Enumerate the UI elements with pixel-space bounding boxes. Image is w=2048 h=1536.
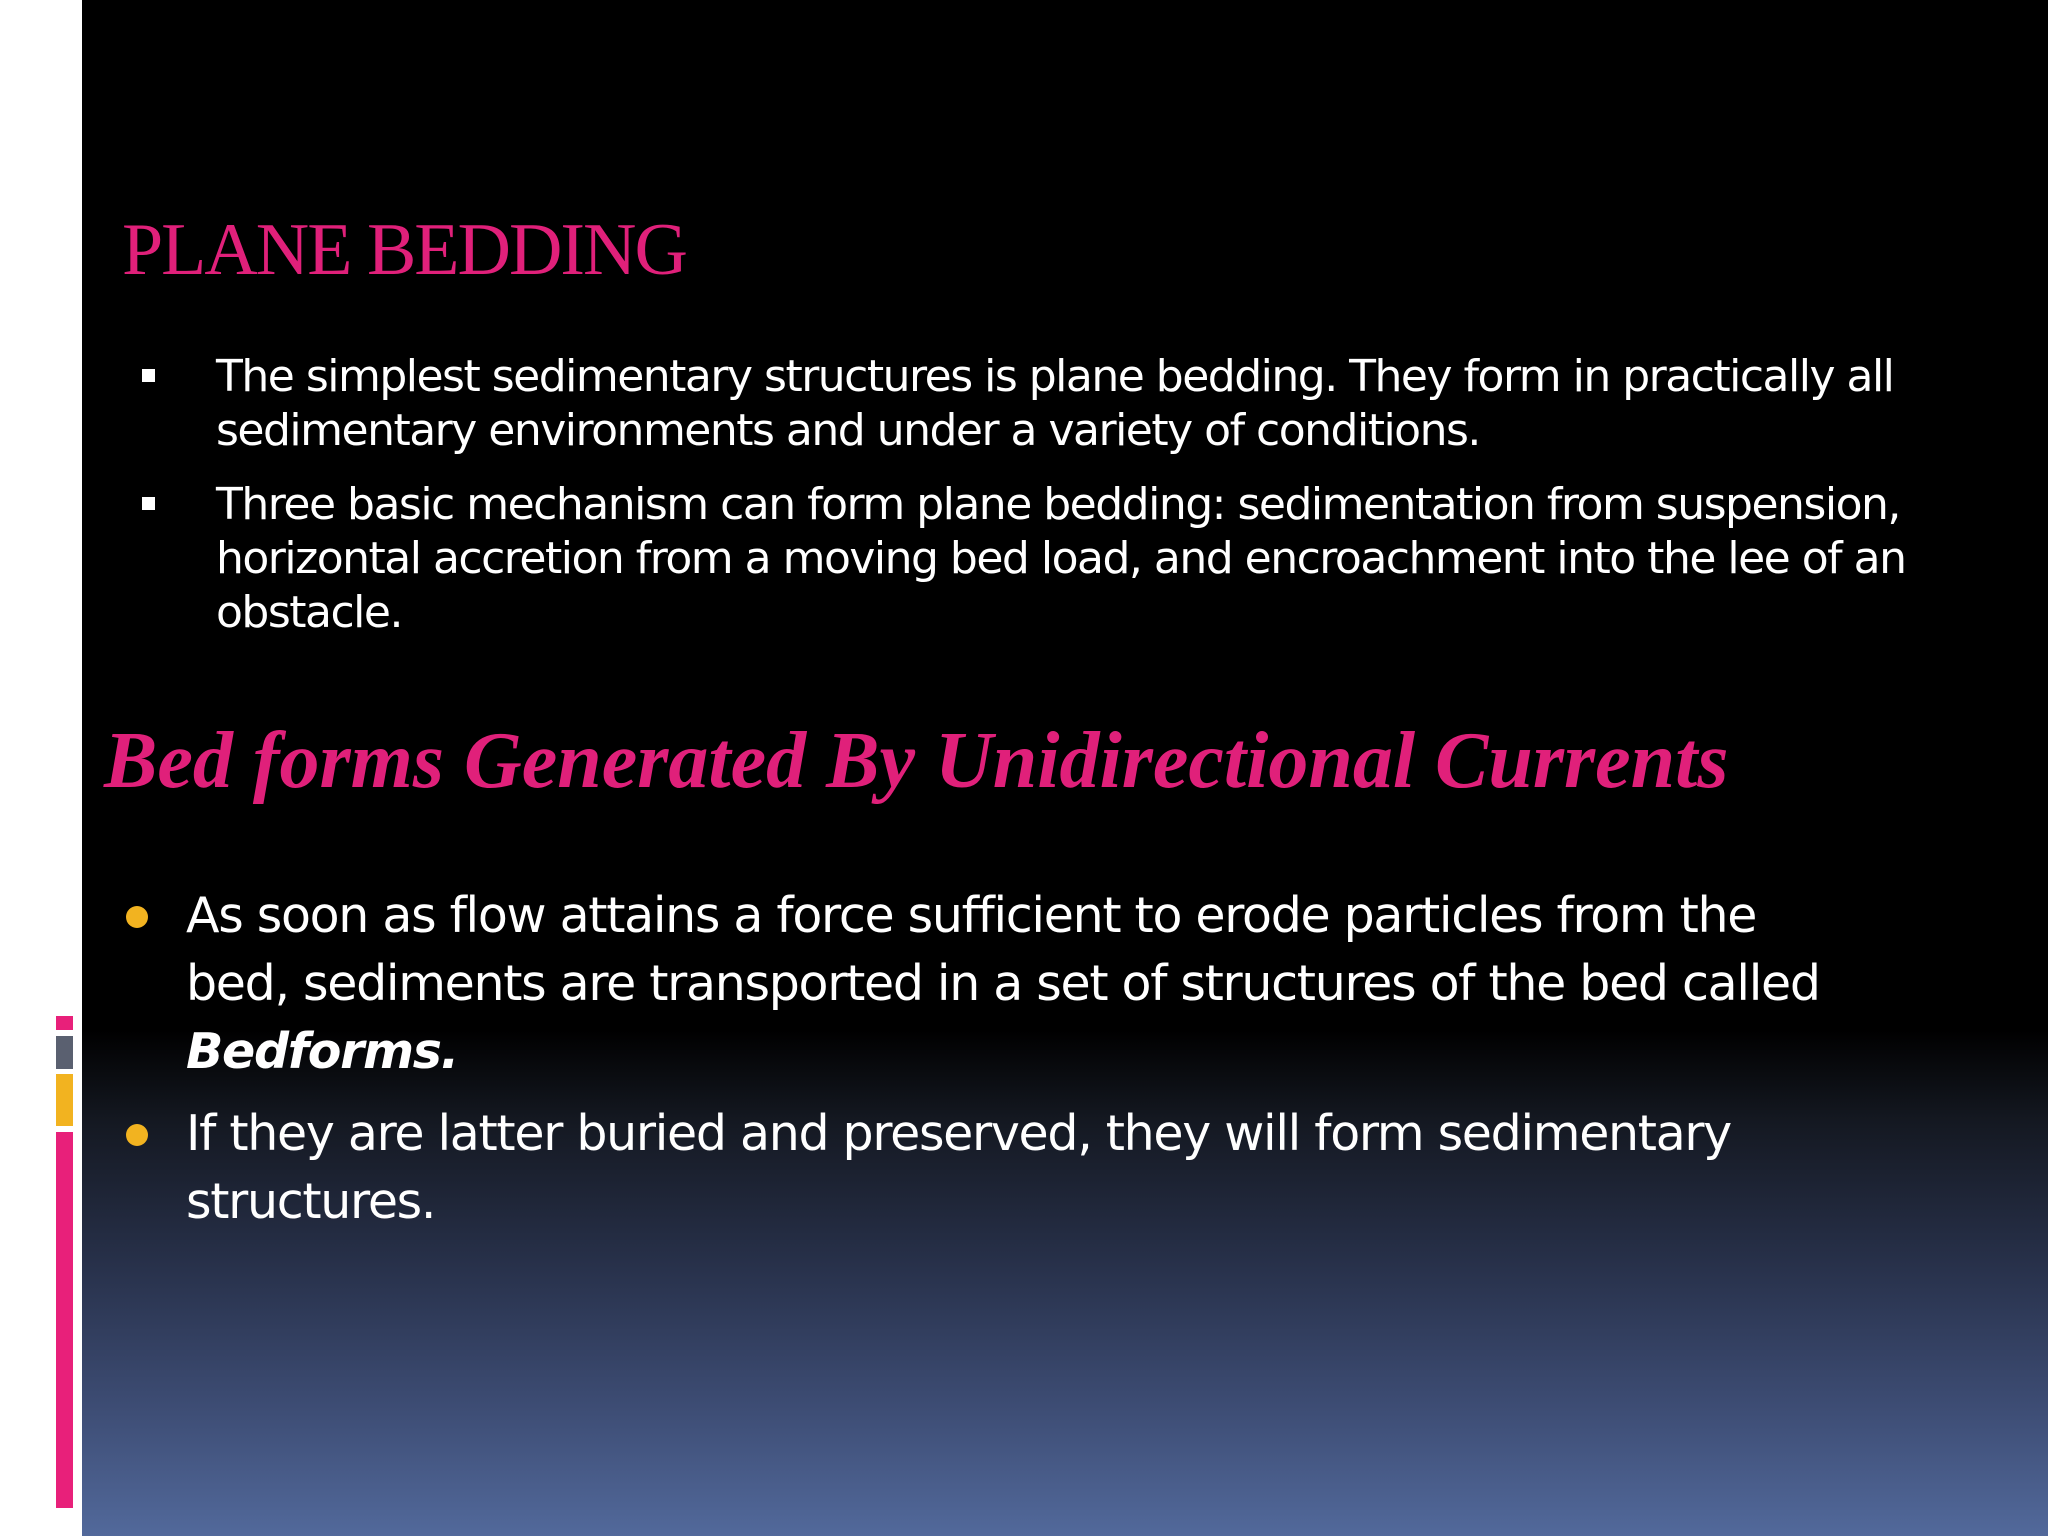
bedforms-bullet-list	[126, 882, 1866, 1250]
list-item	[142, 478, 1942, 640]
decorative-bar-pink-small	[56, 1016, 73, 1030]
bullet-text: If they are latter buried and preserved, they will form sedimentary structures.	[186, 1105, 1731, 1230]
bullet-text: As soon as flow attains a force sufficient to erode particles from the bed, sediments are transported in a set of structures of the bed called	[186, 887, 1820, 1012]
decorative-bar-gray	[56, 1036, 73, 1069]
dot-bullet-icon	[126, 1124, 148, 1146]
bedforms-emphasis: Bedforms.	[186, 1023, 458, 1080]
decorative-stripes-top	[48, 176, 82, 234]
square-bullet-icon	[142, 497, 155, 510]
dot-bullet-icon	[126, 906, 148, 928]
square-bullet-icon	[142, 369, 155, 382]
plane-bedding-bullet-list	[142, 350, 1942, 660]
slide-subtitle-bed-forms: Bed forms Generated By Unidirectional Currents	[104, 717, 1729, 805]
list-item	[126, 882, 1866, 1086]
bullet-text: The simplest sedimentary structures is plane bedding. They form in practically all sedimentary environments and under a variety of conditions.	[216, 351, 1894, 456]
slide-title-plane-bedding: PLANE BEDDING	[122, 209, 686, 291]
list-item	[126, 1100, 1866, 1236]
decorative-bar-pink-tall	[56, 1132, 73, 1508]
bullet-text: Three basic mechanism can form plane bedding: sedimentation from suspension, horizontal accretion from a moving bed load, and encroachment into the lee of an obstacle.	[216, 479, 1906, 638]
list-item	[142, 350, 1942, 458]
decorative-bar-yellow	[56, 1074, 73, 1126]
